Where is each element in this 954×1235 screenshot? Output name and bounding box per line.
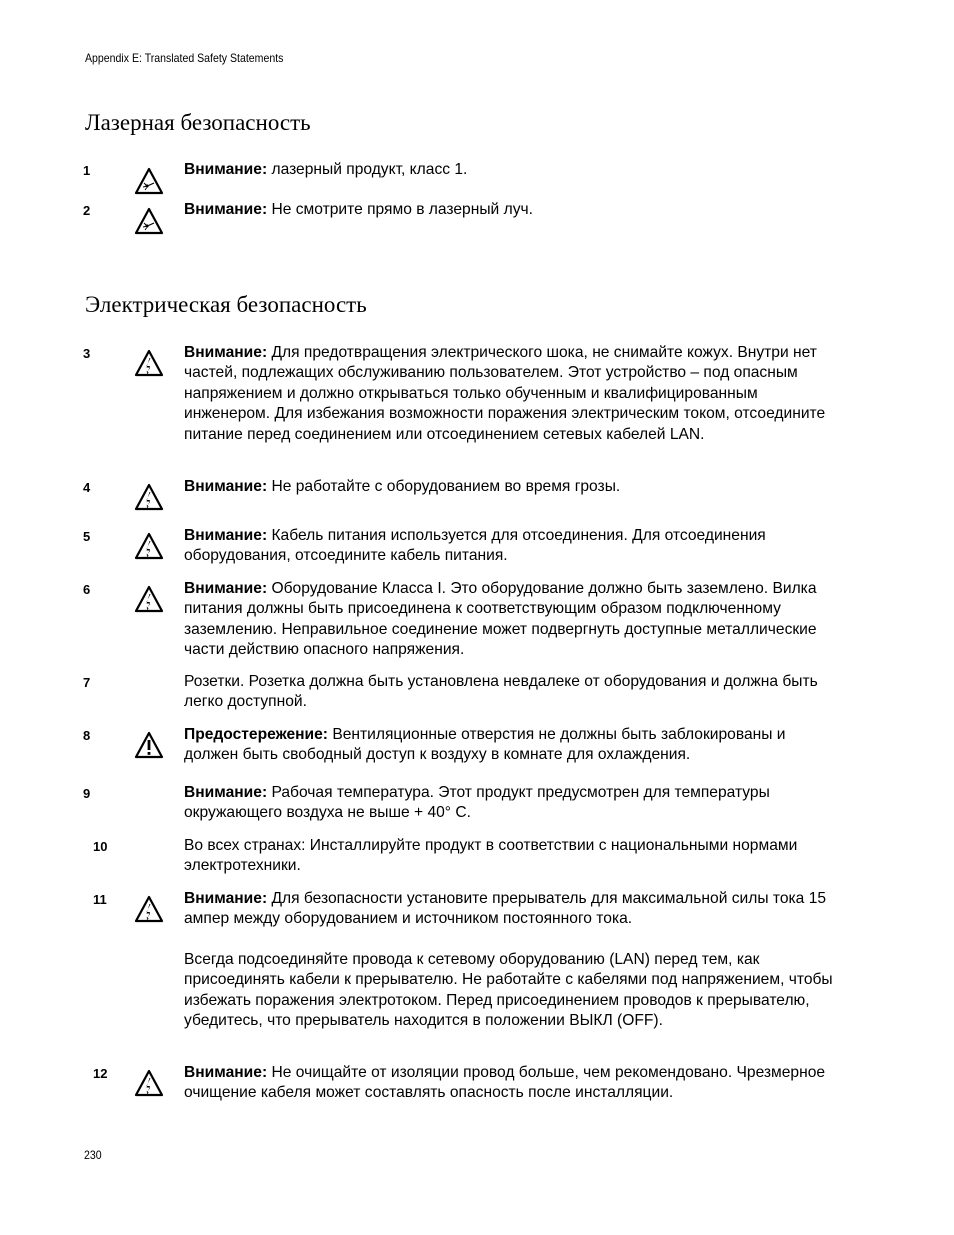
item-number: 12 [93, 1066, 108, 1081]
item-number: 5 [83, 529, 91, 544]
item-text: Внимание: Кабель питания используется для отсоединения. Для отсоединения оборудования, отсоедините кабель питания. [184, 527, 766, 565]
electrical-hazard-icon [134, 1069, 164, 1097]
item-text: Внимание: Не работайте с оборудованием во время грозы. [184, 478, 621, 495]
item-text: Внимание: Не очищайте от изоляции провод больше, чем рекомендовано. Чрезмерное очищение кабеля может составлять опасность после инсталляции. [184, 1064, 826, 1102]
section-title-laser: Лазерная безопасность [85, 110, 311, 135]
item-text: Внимание: Рабочая температура. Этот продукт предусмотрен для температуры окружающего воздуха не выше + 40° С. [184, 784, 770, 822]
electrical-hazard-icon [134, 483, 164, 511]
section-title-electrical: Электрическая безопасность [85, 292, 367, 317]
item-text: Внимание: Для предотвращения электрического шока, не снимайте кожух. Внутри нет частей, подлежащих обслуживанию пользователем. Этот устройство – под опасным напряжением и должно открываться только обученным и квалифицированным инженером. Для избежания возможности поражения электрическим током, отсоедините питание перед соединением или отсоединением сетевых кабелей LAN. [184, 344, 826, 443]
item-number: 8 [83, 728, 91, 743]
item-number: 11 [93, 892, 107, 907]
item-text: Внимание: Оборудование Класса I. Это оборудование должно быть заземлено. Вилка питания должны быть присоединена к соответствующим образом подключенному заземлению. Неправильное соединение может подвергнуть доступные металлические части действию опасного напряжения. [184, 580, 817, 659]
item-text: Розетки. Розетка должна быть установлена невдалеке от оборудования и должна быть легко доступной. [184, 673, 818, 711]
item-text: Во всех странах: Инсталлируйте продукт в соответствии с национальными нормами электротехники. [184, 837, 798, 875]
item-number: 2 [83, 203, 91, 218]
item-extra-paragraph: Всегда подсоединяйте провода к сетевому оборудованию (LAN) перед тем, как присоединять кабели к прерывателю. Не работайте с кабелями под напряжением, чтобы избежать поражения электротоком. Перед присоединением проводов к прерывателю, убедитесь, что прерыватель находится в положении ВЫКЛ (OFF). [184, 950, 833, 1030]
electrical-hazard-icon [134, 895, 164, 923]
item-number: 3 [83, 346, 91, 361]
item-text: Внимание: Не смотрите прямо в лазерный луч. [184, 201, 533, 218]
item-text: Внимание: Для безопасности установите прерыватель для максимальной силы тока 15 ампер между оборудованием и источником постоянного тока. Всегда подсоединяйте провода к сетевому оборудованию (LAN) перед тем, как присоединять кабели к прерывателю. Не работайте с кабелями под напряжением, чтобы избежать поражения электротоком. Перед присоединением проводов к прерывателю, убедитесь, что прерыватель находится в положении ВЫКЛ (OFF). [184, 889, 844, 1031]
item-text: Внимание: лазерный продукт, класс 1. [184, 161, 468, 178]
caution-icon [134, 731, 164, 759]
page-number: 230 [84, 1148, 102, 1162]
item-number: 6 [83, 582, 91, 597]
item-number: 7 [83, 675, 91, 690]
electrical-hazard-icon [134, 585, 164, 613]
item-number: 10 [93, 839, 108, 854]
item-text: Предостережение: Вентиляционные отверстия не должны быть заблокированы и должен быть свободный доступ к воздуху в комнате для охлаждения. [184, 726, 786, 764]
item-number: 1 [83, 163, 91, 178]
electrical-hazard-icon [134, 349, 164, 377]
running-header: Appendix E: Translated Safety Statements [85, 51, 284, 65]
item-number: 4 [83, 480, 91, 495]
laser-warning-icon [134, 207, 164, 235]
electrical-hazard-icon [134, 532, 164, 560]
item-number: 9 [83, 786, 91, 801]
laser-warning-icon [134, 167, 164, 195]
